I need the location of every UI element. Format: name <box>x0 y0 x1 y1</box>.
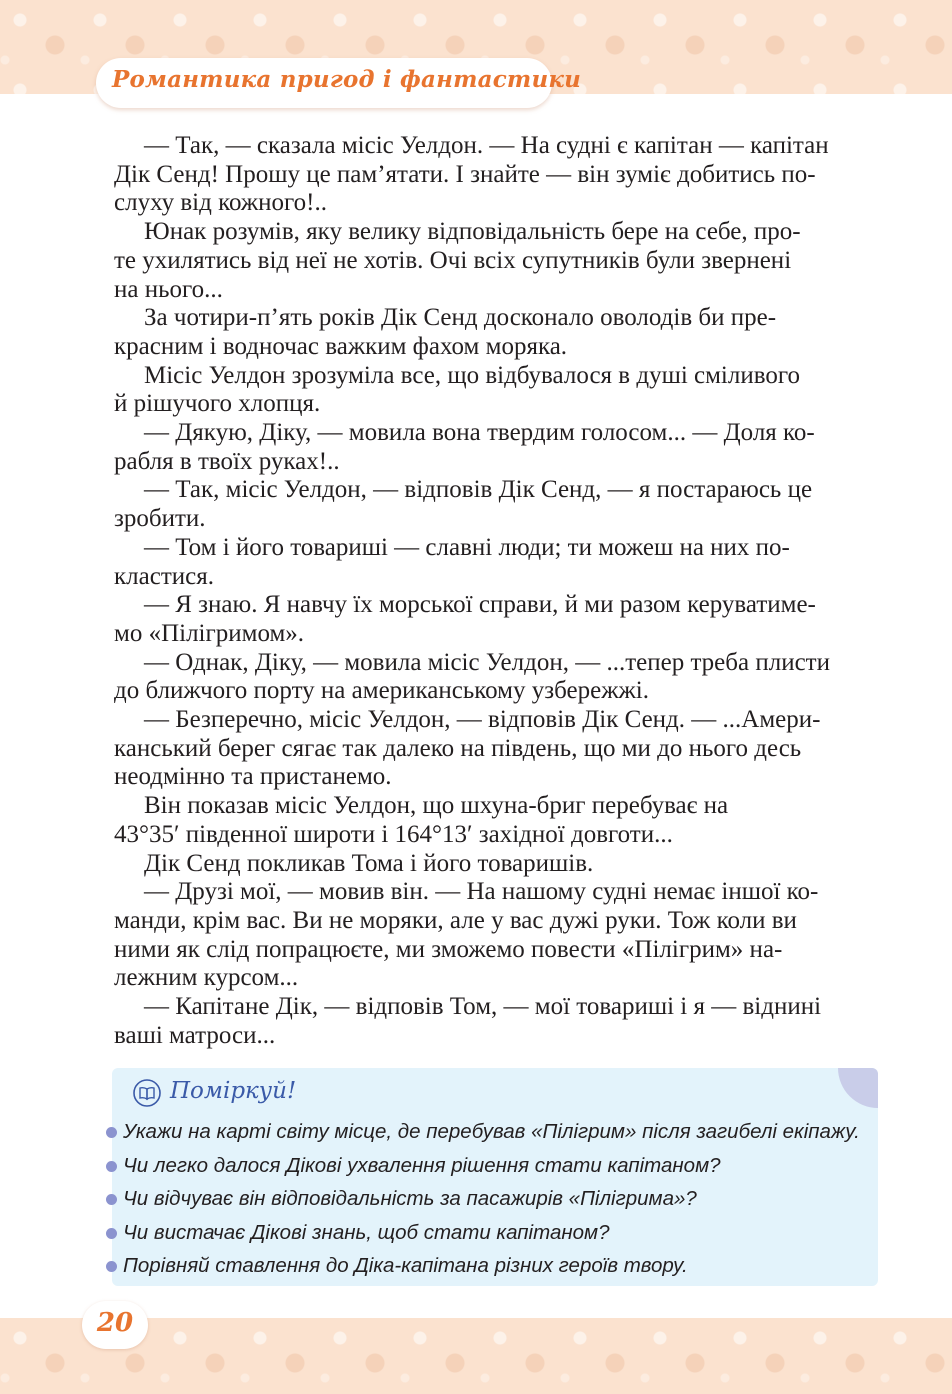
bullet-dot <box>106 1261 117 1272</box>
question-text: Чи легко далося Дікові ухвалення рішення стати капітаном? <box>123 1153 721 1177</box>
list-item <box>106 1118 886 1152</box>
bullet-dot <box>106 1127 117 1138</box>
paragraph: — Я знаю. Я навчу їх морської справи, й ми разом керуватиме- мо «Пілігримом». <box>114 591 816 647</box>
story-text <box>114 132 878 1051</box>
paragraph: Дік Сенд покликав Тома і його товаришів. <box>144 849 594 877</box>
think-box-corner-decoration <box>838 1068 878 1108</box>
paragraph: — Безперечно, місіс Уелдон, — відповів Дік Сенд. — ...Амери- канський берег сягає так далеко на південь, що ми до нього десь неодмінно та пристанемо. <box>114 706 821 791</box>
paragraph: — Дякую, Діку, — мовила вона твердим голосом... — Доля ко- рабля в твоїх руках!.. <box>114 419 815 475</box>
paragraph: — Так, місіс Уелдон, — відповів Дік Сенд, — я постараюсь це зробити. <box>114 476 813 533</box>
page-number: 20 <box>96 1308 134 1338</box>
question-list <box>106 1118 886 1286</box>
list-item <box>106 1152 886 1186</box>
paragraph: — Том і його товариші — славні люди; ти можеш на них по- кластися. <box>114 533 790 590</box>
paragraph: Місіс Уелдон зрозуміла все, що відбувалося в душі сміливого й рішучого хлопця. <box>114 361 800 418</box>
bullet-dot <box>106 1228 117 1239</box>
paragraph: — Друзі мої, — мовив він. — На нашому судні немає іншої ко- манди, крім вас. Ви не моряки, але у вас дужі руки. Тож коли ви ними як слід попрацюєте, ми зможемо повести «Пілігрим» на- лежним курсом... <box>114 878 819 992</box>
think-box-title: Поміркуй! <box>170 1078 297 1104</box>
question-text: Укажи на карті світу місце, де перебував «Пілігрим» після загибелі екіпажу. <box>123 1120 860 1143</box>
list-item <box>106 1219 886 1253</box>
paragraph: — Так, — сказала місіс Уелдон. — На судні є капітан — капітан Дік Сенд! Прошу це пам’ятати. І знайте — він зуміє добитись по- слуху від кожного!.. <box>114 132 829 217</box>
bullet-dot <box>106 1161 117 1172</box>
list-item <box>106 1185 886 1219</box>
open-book-icon <box>132 1078 162 1108</box>
paragraph: Він показав місіс Уелдон, що шхуна-бриг перебуває на 43°35′ південної широти і 164°13′ західної довготи... <box>114 792 729 848</box>
list-item <box>106 1252 886 1286</box>
bullet-dot <box>106 1194 117 1205</box>
paragraph: — Однак, Діку, — мовила місіс Уелдон, — ...тепер треба плисти до ближчого порту на американському узбережжі. <box>114 648 830 705</box>
paragraph: За чотири-п’ять років Дік Сенд досконало оволодів би пре- красним і водночас важким фахом моряка. <box>114 304 777 360</box>
question-text: Чи відчуває він відповідальність за пасажирів «Пілігрима»? <box>123 1187 697 1210</box>
paragraph: Юнак розумів, яку велику відповідальність бере на себе, про- те ухилятись від неї не хотів. Очі всіх супутників були звернені на нього... <box>114 218 801 303</box>
question-text: Чи вистачає Дікові знань, щоб стати капітаном? <box>123 1220 610 1244</box>
question-text: Порівняй ставлення до Діка-капітана різних героїв твору. <box>123 1254 688 1277</box>
section-title: Романтика пригод і фантастики <box>112 66 582 93</box>
paragraph: — Капітане Дік, — відповів Том, — мої товариші і я — віднині ваші матроси... <box>114 993 822 1049</box>
